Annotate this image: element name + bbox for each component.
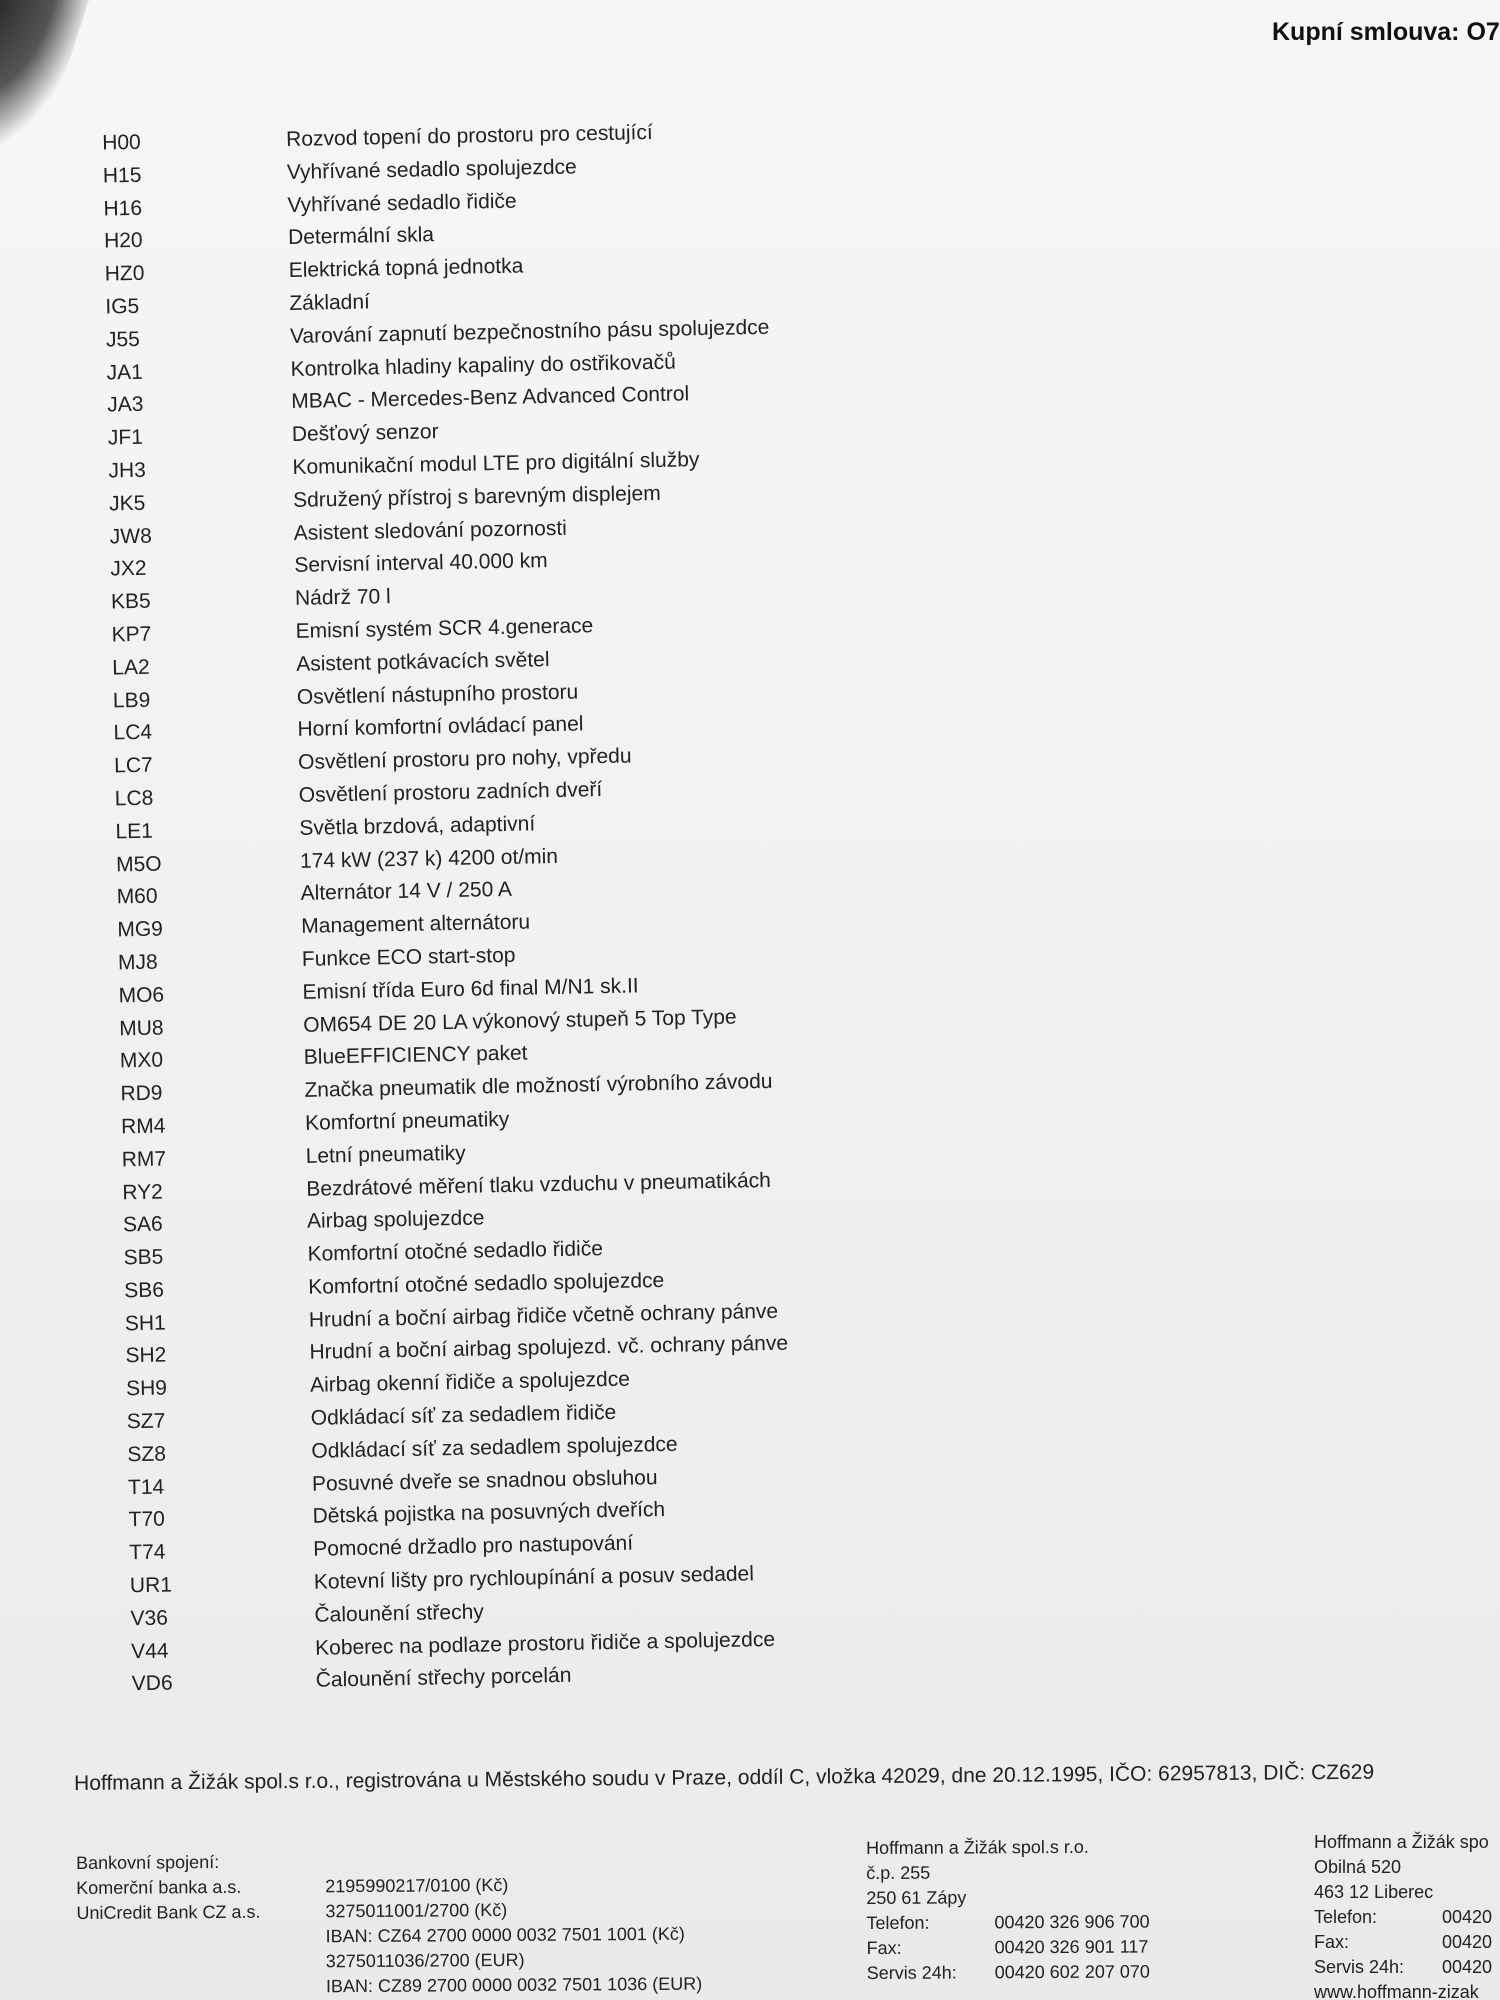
option-code: MX0 bbox=[119, 1048, 164, 1073]
option-description: 174 kW (237 k) 4200 ot/min bbox=[299, 844, 559, 873]
office-contact-row bbox=[867, 1962, 1150, 1988]
option-code: JX2 bbox=[110, 557, 147, 581]
option-code: SB6 bbox=[124, 1278, 165, 1303]
option-description: Bezdrátové měření tlaku vzduchu v pneumatikách bbox=[306, 1168, 772, 1201]
option-code: LC7 bbox=[113, 753, 153, 778]
contact-label: Telefon: bbox=[866, 1912, 930, 1933]
option-description: Koberec na podlaze prostoru řidiče a spolujezdce bbox=[314, 1627, 776, 1660]
option-code: J55 bbox=[105, 327, 141, 352]
office-contact-row bbox=[867, 1937, 1150, 1963]
office-contact-row bbox=[1314, 1907, 1492, 1932]
option-code: T74 bbox=[129, 1540, 166, 1565]
document-title: Kupní smlouva: O7 bbox=[1272, 18, 1500, 46]
option-description: Emisní systém SCR 4.generace bbox=[295, 614, 594, 643]
option-description: Asistent potkávacích světel bbox=[296, 647, 550, 676]
option-code: H15 bbox=[102, 163, 142, 188]
bank-iban-line: IBAN: CZ89 2700 0000 0032 7501 1036 (EUR) bbox=[325, 1973, 703, 1997]
equipment-list bbox=[78, 117, 888, 1706]
option-code: JW8 bbox=[109, 524, 152, 549]
option-code: SA6 bbox=[122, 1212, 163, 1237]
option-code: SZ7 bbox=[126, 1409, 166, 1434]
option-description: Komfortní pneumatiky bbox=[304, 1107, 510, 1135]
option-description: Komfortní otočné sedadlo řidiče bbox=[307, 1237, 604, 1266]
option-code: KP7 bbox=[111, 622, 152, 647]
contact-value: 00420 bbox=[1442, 1957, 1493, 1977]
option-description: Odkládací síť za sedadlem spolujezdce bbox=[311, 1432, 678, 1463]
option-description: Vyhřívané sedadlo spolujezdce bbox=[286, 155, 577, 184]
contact-value: 00420 326 906 700 bbox=[994, 1911, 1150, 1933]
option-code: UR1 bbox=[129, 1573, 173, 1598]
option-description: Osvětlení prostoru pro nohy, vpředu bbox=[297, 744, 632, 775]
option-code: SH2 bbox=[125, 1344, 167, 1368]
option-description: Servisní interval 40.000 km bbox=[294, 549, 548, 578]
option-description: Determální skla bbox=[287, 223, 435, 250]
option-description: Sdružený přístroj s barevným displejem bbox=[292, 481, 661, 512]
option-description: Vyhřívané sedadlo řidiče bbox=[287, 189, 517, 217]
option-description: Horní komfortní ovládací panel bbox=[297, 712, 584, 742]
option-code: MJ8 bbox=[117, 950, 158, 975]
office-contact-row bbox=[1314, 1932, 1492, 1957]
option-code: T70 bbox=[128, 1508, 166, 1532]
option-description: Dětská pojistka na posuvných dveřích bbox=[312, 1498, 666, 1529]
contact-value: 00420 bbox=[1442, 1932, 1493, 1952]
option-code: MG9 bbox=[117, 917, 164, 942]
option-description: Hrudní a boční airbag spolujezd. vč. ochrany pánve bbox=[309, 1332, 789, 1365]
option-description: Nádrž 70 l bbox=[294, 585, 391, 611]
contact-value: 00420 602 207 070 bbox=[994, 1961, 1150, 1983]
bank-account: 3275011001/2700 (Kč) bbox=[325, 1899, 508, 1922]
option-description: Asistent sledování pozornosti bbox=[293, 516, 568, 545]
office-liberec bbox=[1314, 1832, 1492, 2000]
office-company: Hoffmann a Žižák spol.s r.o. bbox=[866, 1836, 1089, 1858]
option-description: Rozvod topení do prostoru pro cestující bbox=[285, 120, 653, 152]
office-city: 463 12 Liberec bbox=[1314, 1882, 1434, 1902]
bank-name: UniCredit Bank CZ a.s. bbox=[76, 1901, 261, 1923]
option-description: Odkládací síť za sedadlem řidiče bbox=[310, 1400, 617, 1430]
option-code: LC8 bbox=[114, 786, 154, 811]
option-code: RM7 bbox=[121, 1147, 167, 1172]
option-code: RM4 bbox=[120, 1114, 166, 1139]
option-code: LC4 bbox=[113, 721, 153, 745]
option-code: T14 bbox=[127, 1475, 165, 1499]
option-code: JA3 bbox=[107, 393, 144, 417]
option-description: Značka pneumatik dle možností výrobního závodu bbox=[304, 1069, 773, 1102]
contact-label: Servis 24h: bbox=[866, 1962, 957, 1983]
bank-details bbox=[76, 1848, 777, 2000]
contact-label: Fax: bbox=[866, 1937, 902, 1958]
option-description: OM654 DE 20 LA výkonový stupeň 5 Top Type bbox=[302, 1005, 737, 1037]
option-code: LA2 bbox=[112, 655, 150, 680]
option-code: LE1 bbox=[115, 819, 154, 844]
option-description: Osvětlení nástupního prostoru bbox=[296, 680, 579, 709]
option-description: Elektrická topná jednotka bbox=[288, 254, 524, 283]
office-website-link[interactable]: www.hoffmann-zizak bbox=[1314, 1982, 1479, 2000]
option-code: V44 bbox=[130, 1639, 169, 1663]
option-description: Komunikační modul LTE pro digitální služby bbox=[292, 448, 700, 479]
office-city: 250 61 Zápy bbox=[866, 1887, 967, 1908]
option-code: HZ0 bbox=[104, 261, 145, 286]
option-description: Airbag okenní řidiče a spolujezdce bbox=[309, 1367, 631, 1398]
option-code: IG5 bbox=[105, 294, 140, 319]
office-company: Hoffmann a Žižák spo bbox=[1314, 1832, 1489, 1852]
option-description: Emisní třída Euro 6d final M/N1 sk.II bbox=[302, 974, 639, 1004]
option-description: Varování zapnutí bezpečnostního pásu spolujezdce bbox=[289, 315, 770, 348]
option-description: Světla brzdová, adaptivní bbox=[299, 812, 536, 840]
option-description: Hrudní a boční airbag řidiče včetně ochrany pánve bbox=[308, 1299, 779, 1332]
option-code: JA1 bbox=[106, 360, 144, 385]
option-code: RD9 bbox=[120, 1081, 163, 1106]
option-description: Dešťový senzor bbox=[291, 420, 439, 447]
bank-name: Komerční banka a.s. bbox=[76, 1876, 242, 1898]
option-code: MU8 bbox=[118, 1016, 164, 1040]
office-contact-row bbox=[866, 1912, 1149, 1938]
option-code: M60 bbox=[116, 884, 158, 909]
option-code: M5O bbox=[115, 852, 162, 876]
contact-value: 00420 bbox=[1442, 1907, 1493, 1927]
option-code: MO6 bbox=[118, 983, 165, 1008]
contact-label: Servis 24h: bbox=[1314, 1957, 1405, 1977]
bank-heading: Bankovní spojení: bbox=[76, 1852, 220, 1873]
option-code: JK5 bbox=[108, 491, 146, 516]
option-description: Čalounění střechy bbox=[314, 1600, 484, 1627]
option-code: JH3 bbox=[108, 458, 147, 483]
option-description: Management alternátoru bbox=[301, 910, 531, 938]
option-code: RY2 bbox=[122, 1180, 164, 1204]
option-code: V36 bbox=[130, 1606, 169, 1631]
bank-account-eur: 3275011036/2700 (EUR) bbox=[325, 1949, 525, 1972]
bank-iban-line: IBAN: CZ64 2700 0000 0032 7501 1001 (Kč) bbox=[325, 1923, 685, 1947]
option-description: Letní pneumatiky bbox=[305, 1141, 466, 1168]
option-description: Alternátor 14 V / 250 A bbox=[300, 878, 513, 906]
option-code: SH1 bbox=[124, 1311, 166, 1336]
contact-label: Fax: bbox=[1314, 1932, 1350, 1952]
bank-account: 2195990217/0100 (Kč) bbox=[325, 1874, 509, 1897]
contact-label: Telefon: bbox=[1314, 1907, 1378, 1927]
option-description: Základní bbox=[289, 290, 371, 315]
option-code: H16 bbox=[103, 196, 143, 221]
office-street: č.p. 255 bbox=[866, 1862, 931, 1883]
option-description: Pomocné držadlo pro nastupování bbox=[313, 1531, 634, 1562]
office-contact-row bbox=[1314, 1957, 1492, 1982]
option-code: JF1 bbox=[107, 425, 144, 450]
option-code: KB5 bbox=[110, 589, 151, 614]
company-registration-line: Hoffmann a Žižák spol.s r.o., registrována u Městského soudu v Praze, oddíl C, vložka 42029, dne 20.12.1995, IČO: 62957813, DIČ: CZ629 bbox=[74, 1760, 1375, 1795]
option-description: Funkce ECO start-stop bbox=[301, 943, 516, 971]
office-zapy bbox=[866, 1837, 1150, 1988]
option-code: SB5 bbox=[123, 1245, 164, 1270]
option-description: Čalounění střechy porcelán bbox=[315, 1664, 572, 1693]
option-description: Osvětlení prostoru zadních dveří bbox=[298, 777, 603, 807]
option-description: Kontrolka hladiny kapaliny do ostřikovačů bbox=[290, 350, 676, 381]
option-code: H00 bbox=[101, 130, 141, 155]
contact-value: 00420 326 901 117 bbox=[994, 1936, 1149, 1958]
office-street: Obilná 520 bbox=[1314, 1857, 1402, 1877]
option-description: Posuvné dveře se snadnou obsluhou bbox=[311, 1465, 658, 1496]
option-description: BlueEFFICIENCY paket bbox=[303, 1041, 528, 1070]
option-description: Kotevní lišty pro rychloupínání a posuv sedadel bbox=[313, 1562, 755, 1594]
option-code: LB9 bbox=[112, 688, 151, 712]
option-code: SH9 bbox=[125, 1376, 168, 1401]
option-code: SZ8 bbox=[127, 1442, 167, 1467]
option-code: H20 bbox=[103, 229, 143, 253]
option-description: Komfortní otočné sedadlo spolujezdce bbox=[307, 1268, 665, 1299]
option-description: MBAC - Mercedes-Benz Advanced Control bbox=[290, 382, 690, 414]
option-code: VD6 bbox=[131, 1671, 173, 1696]
option-description: Airbag spolujezdce bbox=[306, 1206, 485, 1234]
